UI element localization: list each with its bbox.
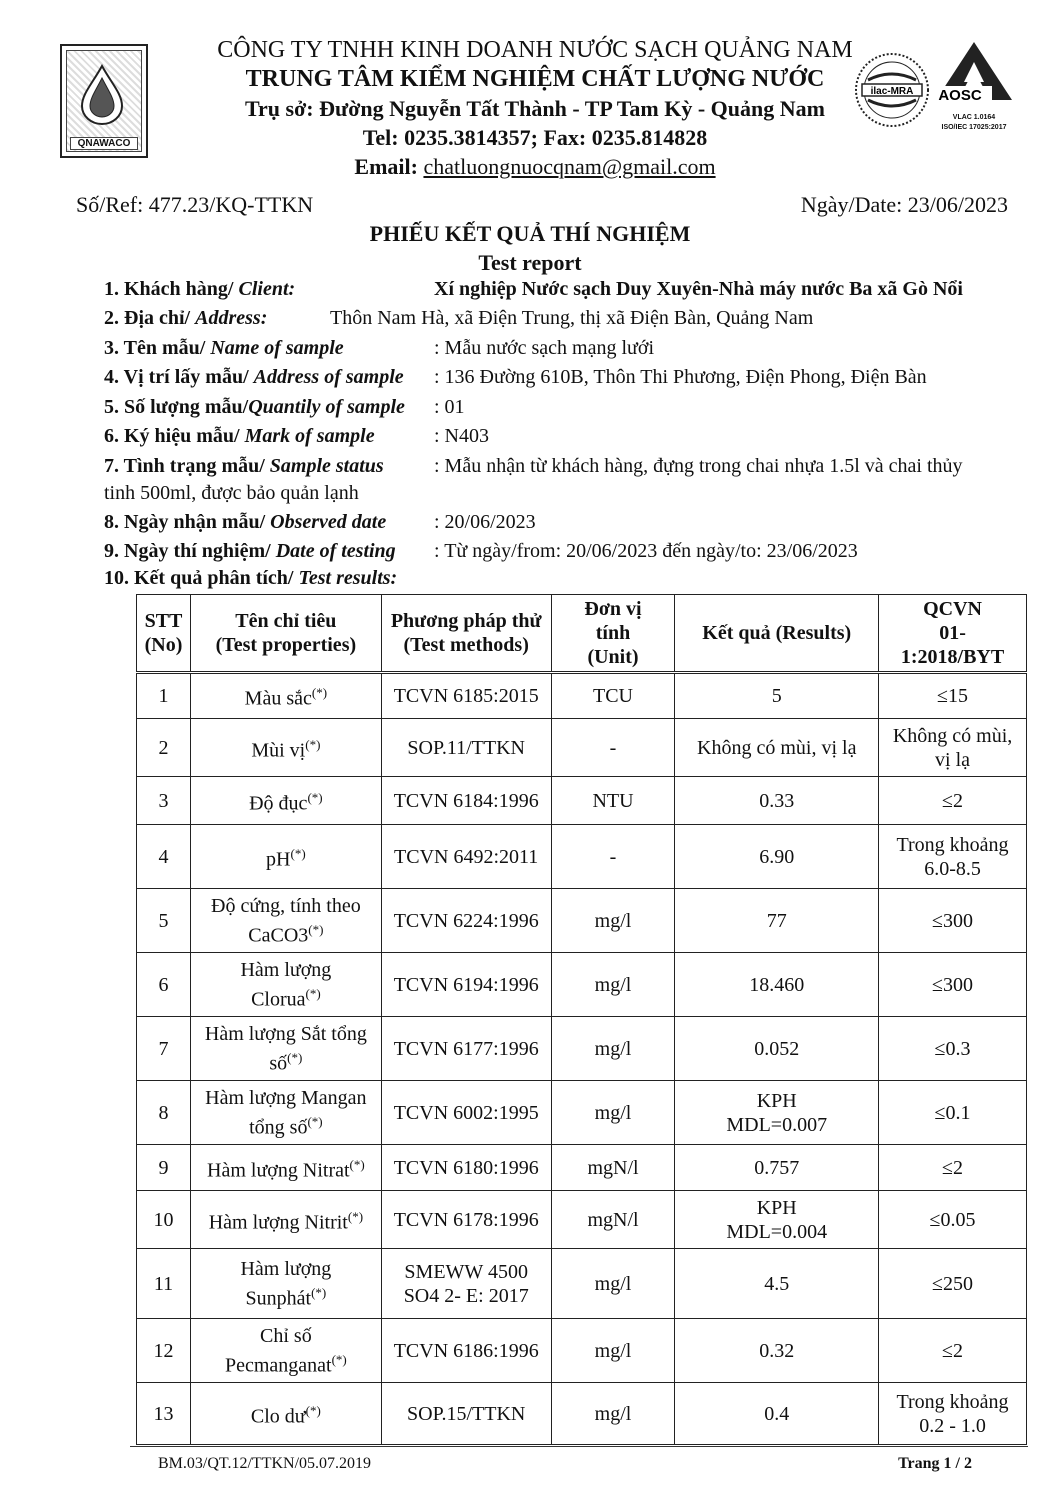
logo-text: QNAWACO	[70, 137, 138, 150]
cell-test-method	[381, 1383, 551, 1445]
cell-qcvn-limit	[879, 953, 1027, 1017]
vlac-number: VLAC 1.0164	[952, 114, 996, 121]
accredited-mark: (*)	[308, 921, 324, 937]
cell-test-property	[190, 719, 381, 777]
cell-result-line: 77	[766, 909, 787, 932]
cell-unit-line: mg/l	[594, 1402, 632, 1425]
cell-unit	[551, 825, 675, 889]
results-label	[104, 567, 397, 590]
info-sample-status	[104, 453, 1024, 479]
cell-result-line: 0.33	[759, 789, 795, 812]
cell-test-property	[190, 825, 381, 889]
form-code: BM.03/QT.12/TTKN/05.07.2019	[158, 1455, 372, 1472]
cell-test-method-line: TCVN 6177:1996	[393, 1037, 539, 1060]
cell-test-method	[381, 1319, 551, 1383]
table-row	[137, 825, 1027, 889]
info-label-en: Address of sample	[253, 366, 404, 388]
table-row	[137, 1017, 1027, 1081]
table-row	[137, 777, 1027, 825]
cell-stt-line: 13	[153, 1402, 174, 1425]
cell-test-property-line: Hàm lượng	[240, 958, 332, 981]
cell-result	[675, 825, 879, 889]
cell-qcvn-limit-line: 6.0-8.5	[924, 857, 981, 880]
cell-test-property	[190, 1081, 381, 1145]
header-result: Kết quả (Results)	[675, 595, 879, 673]
report-date: Ngày/Date: 23/06/2023	[800, 192, 1008, 217]
email-label: Email:	[354, 154, 424, 179]
cell-result-line: 0.4	[764, 1402, 790, 1425]
cell-result-line: KPH	[756, 1196, 797, 1219]
info-label-vn: 9. Ngày thí nghiệm/	[104, 540, 276, 562]
cell-test-method	[381, 1191, 551, 1249]
email-line	[150, 152, 920, 181]
info-client	[104, 276, 1024, 302]
cell-stt	[137, 953, 191, 1017]
cell-result	[675, 889, 879, 953]
info-value-continued: tinh 500ml, được bảo quản lạnh	[104, 482, 359, 504]
cell-unit	[551, 1017, 675, 1081]
cell-test-method-line: TCVN 6180:1996	[393, 1156, 539, 1179]
info-sample-quantity	[104, 394, 1024, 420]
cell-test-property-text: CaCO3	[248, 924, 309, 947]
aosc-accreditation-mark	[930, 40, 1018, 140]
cell-test-method-line: TCVN 6492:2011	[394, 845, 539, 868]
cell-qcvn-limit-line: Không có mùi,	[892, 724, 1013, 747]
accredited-mark: (*)	[305, 1402, 321, 1418]
cell-qcvn-limit	[879, 719, 1027, 777]
cell-test-property	[190, 953, 381, 1017]
cell-stt-line: 8	[158, 1101, 169, 1124]
cell-stt	[137, 673, 191, 719]
cell-test-property-line	[194, 842, 378, 872]
cell-unit-line: mg/l	[594, 973, 632, 996]
cell-qcvn-limit	[879, 825, 1027, 889]
company-logo	[60, 44, 148, 158]
cell-test-method-line: SOP.15/TTKN	[407, 1402, 526, 1425]
cell-test-method-line: TCVN 6186:1996	[393, 1339, 539, 1362]
cell-unit-line: NTU	[592, 789, 634, 812]
cell-unit	[551, 673, 675, 719]
cell-qcvn-limit-line: ≤2	[942, 1339, 964, 1362]
info-sample-address	[104, 364, 1024, 390]
cell-result	[675, 1145, 879, 1191]
cell-stt	[137, 1017, 191, 1081]
cell-stt	[137, 719, 191, 777]
cell-test-property-text: Clo dư	[250, 1405, 306, 1428]
cell-qcvn-limit-line: 0.2 - 1.0	[919, 1414, 986, 1437]
ref-date-row	[76, 192, 1008, 218]
cell-test-method	[381, 1145, 551, 1191]
header-test-property: Tên chỉ tiêu (Test properties)	[190, 595, 381, 673]
cell-qcvn-limit-line: ≤250	[932, 1272, 974, 1295]
cell-test-property-line	[194, 786, 378, 816]
header-qcvn-limit: QCVN 01- 1:2018/BYT	[879, 595, 1027, 673]
cell-test-property-text: Mùi vị	[251, 739, 306, 762]
cell-test-property-line	[194, 681, 378, 711]
cell-unit	[551, 719, 675, 777]
cell-test-method-line: SMEWW 4500	[404, 1260, 528, 1283]
cell-test-property-text: Màu sắc	[244, 687, 312, 710]
accredited-mark: (*)	[347, 1208, 364, 1224]
accredited-mark: (*)	[349, 1156, 365, 1172]
cell-test-property	[190, 1191, 381, 1249]
cell-result-line: 6.90	[759, 845, 795, 868]
header-unit: Đơn vị tính (Unit)	[551, 595, 675, 673]
center-name: TRUNG TÂM KIỂM NGHIỆM CHẤT LƯỢNG NƯỚC	[245, 66, 825, 92]
info-label-vn: 7. Tình trạng mẫu/	[104, 455, 270, 477]
cell-stt	[137, 1191, 191, 1249]
cell-stt-line: 9	[158, 1156, 169, 1179]
cell-unit-line: mgN/l	[587, 1208, 639, 1231]
info-sample-name	[104, 335, 1024, 361]
cell-result-line: KPH	[756, 1089, 797, 1112]
cell-test-property-line: Hàm lượng	[240, 1257, 332, 1280]
results-label-vn: 10. Kết quả phân tích/	[104, 567, 299, 589]
cell-result	[675, 1191, 879, 1249]
cell-test-property-line	[194, 1281, 378, 1311]
table-row	[137, 1383, 1027, 1445]
ilac-mra-seal-icon	[852, 50, 932, 130]
cell-stt-line: 4	[158, 845, 169, 868]
cell-test-method	[381, 1017, 551, 1081]
info-label-en: Mark of sample	[244, 425, 375, 447]
cell-unit	[551, 889, 675, 953]
company-name: CÔNG TY TNHH KINH DOANH NƯỚC SẠCH QUẢNG NAM	[217, 37, 853, 63]
cell-test-property	[190, 1145, 381, 1191]
cell-qcvn-limit-line: Trong khoảng	[896, 1390, 1009, 1413]
cell-unit-line: -	[609, 845, 617, 868]
cell-stt	[137, 1081, 191, 1145]
cell-qcvn-limit	[879, 673, 1027, 719]
cell-qcvn-limit-line: ≤0.3	[934, 1037, 971, 1060]
header-stt: STT (No)	[137, 595, 191, 673]
cell-result	[675, 719, 879, 777]
info-value: : Từ ngày/from: 20/06/2023 đến ngày/to: 23/06/2023	[434, 540, 858, 562]
cell-result-line: 0.32	[759, 1339, 795, 1362]
cell-qcvn-limit	[879, 1145, 1027, 1191]
cell-qcvn-limit-line: ≤2	[942, 789, 964, 812]
cell-result-line: 18.460	[749, 973, 805, 996]
cell-stt	[137, 1249, 191, 1319]
letterhead	[150, 36, 920, 181]
accredited-mark: (*)	[290, 845, 306, 861]
info-label-en: Sample status	[269, 455, 384, 477]
cell-qcvn-limit	[879, 1319, 1027, 1383]
cell-test-method-line: TCVN 6184:1996	[393, 789, 539, 812]
table-row	[137, 719, 1027, 777]
cell-test-property-text: Sunphát	[245, 1287, 312, 1310]
phone-fax: Tel: 0235.3814357; Fax: 0235.814828	[362, 125, 708, 150]
cell-test-method	[381, 825, 551, 889]
reference-number: Số/Ref: 477.23/KQ-TTKN	[76, 192, 314, 217]
cell-test-property-line: Độ cứng, tính theo	[211, 894, 361, 917]
cell-test-property-line	[194, 1046, 378, 1076]
cell-test-property-line	[194, 1348, 378, 1378]
accredited-mark: (*)	[331, 1351, 347, 1367]
results-table	[136, 594, 1027, 1445]
email-link[interactable]: chatluongnuocqnam@gmail.com	[423, 154, 716, 179]
info-label-vn: 8. Ngày nhận mẫu/	[104, 511, 271, 533]
cell-test-property-text: Độ đục	[249, 792, 308, 815]
results-label-en: Test results:	[298, 567, 398, 589]
cell-qcvn-limit	[879, 1081, 1027, 1145]
cell-qcvn-limit-line: ≤300	[932, 909, 974, 932]
cell-qcvn-limit	[879, 1191, 1027, 1249]
table-row	[137, 1145, 1027, 1191]
cell-test-method-line: TCVN 6002:1995	[393, 1101, 539, 1124]
cell-test-property	[190, 1017, 381, 1081]
cell-test-property-line: Hàm lượng Sắt tổng	[204, 1022, 367, 1045]
cell-stt	[137, 825, 191, 889]
cell-test-method	[381, 1249, 551, 1319]
cell-test-property-text: Hàm lượng Nitrat	[207, 1159, 350, 1182]
info-value: : 20/06/2023	[434, 511, 536, 533]
info-value: Thôn Nam Hà, xã Điện Trung, thị xã Điện Bàn, Quảng Nam	[330, 307, 814, 329]
cell-stt-line: 3	[158, 789, 169, 812]
cell-qcvn-limit	[879, 777, 1027, 825]
cell-qcvn-limit-line: ≤0.05	[929, 1208, 976, 1231]
cell-unit	[551, 1249, 675, 1319]
cell-result-line: 0.052	[754, 1037, 800, 1060]
cell-qcvn-limit	[879, 889, 1027, 953]
cell-result-line: Không có mùi, vị lạ	[697, 736, 857, 759]
cell-test-property-line	[194, 918, 378, 948]
accredited-mark: (*)	[305, 736, 321, 752]
info-label-en: Quantily of sample	[248, 396, 405, 418]
cell-test-property-line	[194, 1205, 378, 1235]
cell-unit-line: mg/l	[594, 1101, 632, 1124]
cell-qcvn-limit-line: ≤2	[942, 1156, 964, 1179]
cell-test-property-text: Hàm lượng Nitrit	[208, 1211, 348, 1234]
cell-result	[675, 777, 879, 825]
accredited-mark: (*)	[311, 685, 328, 701]
accredited-mark: (*)	[305, 985, 321, 1001]
table-row	[137, 1319, 1027, 1383]
cell-result	[675, 953, 879, 1017]
cell-qcvn-limit-line: ≤15	[937, 685, 969, 707]
iso-standard: ISO/IEC 17025:2017	[941, 124, 1007, 131]
cell-test-property-text: tổng số	[249, 1116, 308, 1139]
cell-qcvn-limit	[879, 1017, 1027, 1081]
info-label-en: Date of testing	[275, 540, 396, 562]
info-address	[104, 305, 1024, 331]
cell-stt-line: 10	[153, 1208, 174, 1231]
cell-unit-line: mg/l	[594, 1339, 632, 1362]
cell-test-method-line: TCVN 6224:1996	[393, 909, 539, 932]
cell-unit	[551, 1383, 675, 1445]
cell-result-line: 5	[771, 685, 782, 707]
cell-stt-line: 6	[158, 973, 169, 996]
report-title: PHIẾU KẾT QUẢ THÍ NGHIỆM	[369, 221, 691, 246]
cell-unit	[551, 1191, 675, 1249]
cell-qcvn-limit-line: ≤0.1	[934, 1101, 971, 1124]
info-observed-date	[104, 509, 1024, 535]
head-office-address: Trụ sở: Đường Nguyễn Tất Thành - TP Tam Kỳ - Quảng Nam	[245, 96, 825, 121]
cell-qcvn-limit-line: Trong khoảng	[896, 833, 1009, 856]
cell-result-line: MDL=0.007	[726, 1113, 828, 1136]
cell-test-property-line	[194, 733, 378, 763]
cell-test-method	[381, 719, 551, 777]
cell-result	[675, 1383, 879, 1445]
accredited-mark: (*)	[307, 789, 323, 805]
cell-result	[675, 1319, 879, 1383]
cell-unit	[551, 1319, 675, 1383]
cell-test-method-line: TCVN 6178:1996	[393, 1208, 539, 1231]
info-label-en: Address:	[195, 307, 268, 329]
info-label-vn: 1. Khách hàng/	[104, 278, 239, 300]
cell-stt-line: 5	[158, 909, 169, 932]
table-row	[137, 1081, 1027, 1145]
cell-test-property-line	[194, 1110, 378, 1140]
cell-test-property-line	[194, 1399, 378, 1429]
cell-test-property	[190, 1383, 381, 1445]
cell-unit	[551, 1081, 675, 1145]
accredited-mark: (*)	[287, 1049, 303, 1065]
table-row	[137, 673, 1027, 719]
info-label-en: Client:	[238, 278, 296, 300]
cell-test-property	[190, 777, 381, 825]
cell-test-method	[381, 953, 551, 1017]
cell-result	[675, 1081, 879, 1145]
results-body	[137, 673, 1027, 1445]
info-label-vn: 2. Địa chỉ/	[104, 307, 196, 329]
accredited-mark: (*)	[307, 1113, 323, 1129]
cell-result	[675, 673, 879, 719]
info-label-vn: 4. Vị trí lấy mẫu/	[104, 366, 254, 388]
cell-stt	[137, 1319, 191, 1383]
cell-test-method-line: SOP.11/TTKN	[407, 736, 525, 759]
table-row	[137, 953, 1027, 1017]
report-title-block	[0, 219, 1060, 277]
cell-unit-line: mgN/l	[587, 1156, 639, 1179]
cell-unit	[551, 1145, 675, 1191]
cell-unit-line: mg/l	[594, 1272, 632, 1295]
info-label-vn: 6. Ký hiệu mẫu/	[104, 425, 245, 447]
cell-stt	[137, 777, 191, 825]
ilac-text: ilac-MRA	[870, 86, 914, 97]
accredited-mark: (*)	[311, 1284, 327, 1300]
cell-test-method-line: TCVN 6185:2015	[393, 685, 539, 707]
cell-result-line: 4.5	[764, 1272, 790, 1295]
cell-qcvn-limit	[879, 1249, 1027, 1319]
cell-unit-line: -	[609, 736, 617, 759]
water-drop-icon	[72, 62, 132, 128]
header-test-method: Phương pháp thử (Test methods)	[381, 595, 551, 673]
cell-stt-line: 2	[158, 736, 169, 759]
cell-stt-line: 1	[158, 685, 169, 707]
cell-test-method	[381, 673, 551, 719]
cell-test-property-text: pH	[266, 848, 291, 871]
info-label-vn: 5. Số lượng mẫu/	[104, 396, 249, 418]
footer-divider	[130, 1446, 1028, 1447]
cell-test-method	[381, 1081, 551, 1145]
table-row	[137, 889, 1027, 953]
cell-test-property	[190, 1249, 381, 1319]
table-row	[137, 1249, 1027, 1319]
info-value: Xí nghiệp Nước sạch Duy Xuyên-Nhà máy nước Ba xã Gò Nổi	[434, 278, 963, 300]
table-header-row	[137, 595, 1027, 673]
info-testing-date	[104, 538, 1024, 564]
cell-test-method	[381, 889, 551, 953]
cell-test-property-line	[194, 1153, 378, 1183]
cell-unit-line: mg/l	[594, 909, 632, 932]
cell-test-property	[190, 889, 381, 953]
cell-result-line: 0.757	[754, 1156, 800, 1179]
cell-test-method	[381, 777, 551, 825]
info-value: : 136 Đường 610B, Thôn Thi Phương, Điện Phong, Điện Bàn	[434, 366, 927, 388]
cell-qcvn-limit	[879, 1383, 1027, 1445]
cell-qcvn-limit-line: ≤300	[932, 973, 974, 996]
aosc-logo-icon	[930, 40, 1018, 112]
cell-test-property-text: số	[269, 1052, 288, 1075]
cell-stt-line: 12	[153, 1339, 174, 1362]
cell-test-property-text: Clorua	[251, 988, 306, 1011]
page-number: Trang 1 / 2	[898, 1455, 972, 1472]
cell-result	[675, 1017, 879, 1081]
cell-unit	[551, 777, 675, 825]
cell-unit-line: mg/l	[594, 1037, 632, 1060]
info-sample-mark	[104, 423, 1024, 449]
cell-test-method-line: TCVN 6194:1996	[393, 973, 539, 996]
cell-test-property-text: Pecmanganat	[224, 1354, 332, 1377]
cell-stt	[137, 1145, 191, 1191]
aosc-text: AOSC	[938, 87, 982, 104]
info-label-en: Observed date	[270, 511, 387, 533]
info-value: : 01	[434, 396, 465, 418]
table-row	[137, 1191, 1027, 1249]
report-subtitle: Test report	[478, 250, 582, 275]
cell-stt-line: 7	[158, 1037, 169, 1060]
info-value: : N403	[434, 425, 489, 447]
cell-test-property-line	[194, 982, 378, 1012]
info-value: : Mẫu nhận từ khách hàng, đựng trong chai nhựa 1.5l và chai thủy	[434, 455, 963, 477]
cell-stt	[137, 1383, 191, 1445]
cell-result-line: MDL=0.004	[726, 1220, 828, 1243]
cell-result	[675, 1249, 879, 1319]
cell-stt-line: 11	[153, 1272, 174, 1295]
cell-test-property-line: Chỉ số	[260, 1324, 312, 1347]
cell-test-method-line: SO4 2- E: 2017	[403, 1284, 529, 1307]
info-sample-status-cont	[104, 480, 1024, 506]
info-label-en: Name of sample	[210, 337, 344, 359]
cell-qcvn-limit-line: vị lạ	[935, 748, 971, 771]
cell-stt	[137, 889, 191, 953]
info-label-vn: 3. Tên mẫu/	[104, 337, 211, 359]
cell-test-property-line: Hàm lượng Mangan	[205, 1086, 367, 1109]
cell-test-property	[190, 673, 381, 719]
info-value: : Mẫu nước sạch mạng lưới	[434, 337, 655, 359]
cell-unit-line: TCU	[593, 685, 633, 707]
cell-test-property	[190, 1319, 381, 1383]
cell-unit	[551, 953, 675, 1017]
